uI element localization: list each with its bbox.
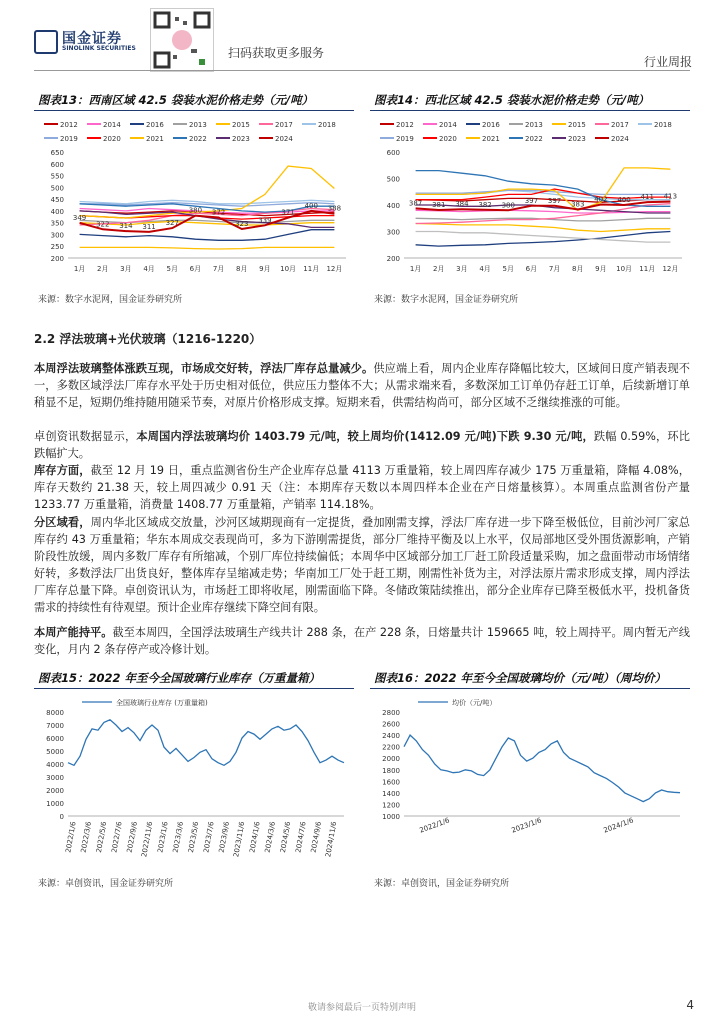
paragraph-3 <box>34 462 690 513</box>
y-tick-label: 300 <box>386 228 400 237</box>
fig15-rule <box>34 688 354 689</box>
series-line-2015 <box>416 224 671 232</box>
legend-label-2019: 2019 <box>60 135 78 143</box>
x-tick-label: 6月 <box>525 265 538 273</box>
x-tick-label: 2022/5/6 <box>94 820 109 854</box>
data-label-2024: 384 <box>455 200 469 209</box>
x-tick-label: 2024/5/6 <box>278 820 293 854</box>
y-tick-label: 400 <box>386 202 400 210</box>
y-tick-label: 1000 <box>382 813 400 821</box>
header-divider <box>34 70 690 71</box>
legend-label-2014: 2014 <box>439 121 457 129</box>
y-tick-label: 1000 <box>46 800 64 808</box>
paragraph-2 <box>34 428 690 462</box>
y-tick-label: 4000 <box>46 761 64 769</box>
x-tick-label: 2022/1/6 <box>418 816 451 835</box>
x-tick-label: 2023/1/6 <box>156 820 170 854</box>
data-label-2024: 314 <box>119 222 133 231</box>
fig13-title: 图表13：西南区域 42.5 袋装水泥价格走势（元/吨） <box>38 93 314 107</box>
x-tick-label: 2022/7/6 <box>110 820 124 854</box>
glass-price-chart <box>370 690 690 862</box>
y-tick-label: 2600 <box>382 720 400 729</box>
y-tick-label: 3000 <box>46 774 64 782</box>
nw-cement-chart <box>370 112 690 280</box>
x-tick-label: 2022/9/6 <box>125 820 139 854</box>
p3-bold: 库存方面， <box>34 464 91 477</box>
data-label-2024: 322 <box>96 220 110 229</box>
fig14-rule <box>370 110 690 111</box>
p1-rest: 供应端上看，周内企业库存降幅比较大，区域间日度产销表现不一，多数区域浮法厂库存水平处于历史相对低位，供应压力整体不大；从需求端来看，多数深加工订单仍存赶工订单，后续新增订单稍显不足，短期仍维持随用随采节奏，对原片价格形成支撑。短期来看，供需结构尚可，部分区域不乏继续推涨的可能。 <box>34 362 690 409</box>
fig15-title: 图表15：2022 年至今全国玻璃行业库存（万重量箱） <box>38 671 321 685</box>
data-label-2024: 383 <box>571 200 585 209</box>
data-label-2024: 387 <box>408 199 423 208</box>
x-tick-label: 7月 <box>212 265 225 273</box>
y-tick-label: 2200 <box>382 743 400 752</box>
y-tick-label: 0 <box>59 813 64 821</box>
x-tick-label: 4月 <box>143 265 155 273</box>
x-tick-label: 9月 <box>595 265 607 273</box>
data-label-2024: 411 <box>640 193 654 202</box>
section-title: 2.2 浮法玻璃+光伏玻璃（1216-1220） <box>34 332 262 346</box>
y-tick-label: 5000 <box>46 748 64 756</box>
x-tick-label: 2023/1/6 <box>510 816 543 835</box>
x-tick-label: 1月 <box>409 265 422 273</box>
y-tick-label: 350 <box>50 219 64 228</box>
data-label-2024: 380 <box>188 206 203 215</box>
y-tick-label: 6000 <box>46 735 64 743</box>
qr-code-icon[interactable] <box>150 8 214 72</box>
x-tick-label: 1月 <box>73 265 86 273</box>
y-tick-label: 600 <box>386 149 400 157</box>
x-tick-label: 10月 <box>280 265 297 273</box>
paragraph-5 <box>34 624 690 658</box>
y-tick-label: 1600 <box>382 778 400 787</box>
logo-name: 国金证券 <box>62 31 122 47</box>
data-label-2024: 382 <box>478 200 492 209</box>
x-tick-label: 11月 <box>639 265 656 273</box>
legend-label-2023: 2023 <box>232 135 250 143</box>
x-tick-label: 4月 <box>479 265 491 273</box>
y-tick-label: 1800 <box>382 766 400 775</box>
data-label-2024: 380 <box>501 201 515 210</box>
x-tick-label: 2022/3/6 <box>79 820 93 854</box>
x-tick-label: 6月 <box>189 265 202 273</box>
y-tick-label: 1400 <box>382 789 400 798</box>
legend-label-2016: 2016 <box>146 121 164 129</box>
y-tick-label: 8000 <box>46 709 64 717</box>
y-tick-label: 250 <box>50 243 64 252</box>
data-label-2024: 371 <box>281 208 295 217</box>
y-tick-label: 2000 <box>382 755 400 764</box>
fig13-rule <box>34 110 354 111</box>
data-label-2024: 397 <box>524 196 539 205</box>
fig16-source: 来源：卓创资讯，国金证券研究所 <box>374 879 510 889</box>
y-tick-label: 1200 <box>382 801 400 810</box>
paragraph-1 <box>34 360 690 411</box>
p3-rest: 截至 12 月 19 日，重点监测省份生产企业库存总量 4113 万重量箱，较上周四库存减少 175 万重量箱，降幅 4.08%，库存天数约 21.38 天，较上周四减少 0.91 天（注：本期库存天数以本周四样本企业在产日熔量核算）。本周重点监测省份产量 1233.77 万重量箱，消费量 1408.77 万重量箱，产销率 114.18%。 <box>34 464 690 511</box>
x-tick-label: 2022/11/6 <box>140 820 155 858</box>
x-tick-label: 2024/3/6 <box>263 820 277 854</box>
p2-bold: 本周国内浮法玻璃均价 1403.79 元/吨，较上周均价(1412.09 元/吨)下跌 9.30 元/吨， <box>136 430 594 443</box>
x-tick-label: 5月 <box>166 265 178 273</box>
fig16-rule <box>370 688 690 689</box>
footer-disclaimer: 敬请参阅最后一页特别声明 <box>307 1003 416 1013</box>
x-tick-label: 2024/1/6 <box>248 820 262 854</box>
data-label-2024: 381 <box>432 201 446 210</box>
data-label-2024: 311 <box>142 222 156 231</box>
x-tick-label: 2023/11/6 <box>232 820 247 858</box>
x-tick-label: 2024/11/6 <box>324 820 339 858</box>
legend-label-2012: 2012 <box>396 121 414 129</box>
series-line-2013 <box>80 220 335 222</box>
y-tick-label: 2800 <box>382 709 400 717</box>
y-tick-label: 2400 <box>382 732 400 741</box>
fig13-source: 来源：数字水泥网，国金证券研究所 <box>38 295 183 305</box>
y-tick-label: 200 <box>386 255 400 263</box>
scan-text: 扫码获取更多服务 <box>228 46 325 60</box>
data-label-2024: 413 <box>663 192 678 201</box>
fig15-source: 来源：卓创资讯，国金证券研究所 <box>38 879 174 889</box>
page-number: 4 <box>686 998 694 1012</box>
x-tick-label: 12月 <box>662 265 679 273</box>
data-label-2024: 323 <box>235 220 249 229</box>
x-tick-label: 2023/7/6 <box>202 820 216 854</box>
y-tick-label: 500 <box>386 175 400 184</box>
series-line-2012 <box>416 198 671 202</box>
p5-rest: 截至本周四，全国浮法玻璃生产线共计 288 条，在产 228 条，日熔量共计 159665 吨，较上周持平。周内暂无产线变化，月内 2 条存停产或冷修计划。 <box>34 626 690 656</box>
data-label-2024: 397 <box>547 196 562 205</box>
paragraph-4 <box>34 514 690 616</box>
x-tick-label: 2023/3/6 <box>171 820 185 854</box>
legend-label-2014: 2014 <box>103 121 121 129</box>
y-tick-label: 450 <box>50 196 64 205</box>
x-tick-label: 7月 <box>548 265 561 273</box>
x-tick-label: 9月 <box>259 265 271 273</box>
legend-label-2023: 2023 <box>568 135 586 143</box>
legend-label-2019: 2019 <box>396 135 414 143</box>
x-tick-label: 2024/9/6 <box>309 820 323 854</box>
legend-label-2017: 2017 <box>275 121 293 129</box>
x-tick-label: 10月 <box>616 265 633 273</box>
data-label-2024: 372 <box>211 208 226 217</box>
x-tick-label: 11月 <box>303 265 320 273</box>
p5-bold: 本周产能持平。 <box>34 626 113 639</box>
x-tick-label: 2023/5/6 <box>186 820 201 854</box>
y-tick-label: 500 <box>50 184 64 193</box>
sw-cement-chart <box>34 112 354 280</box>
legend-label-2024: 2024 <box>275 135 293 143</box>
logo-mark <box>34 30 58 54</box>
legend-label-2022: 2022 <box>189 135 207 143</box>
legend-label-2024: 2024 <box>611 135 629 143</box>
series-line-2016 <box>416 232 671 247</box>
x-tick-label: 3月 <box>120 265 132 273</box>
x-tick-label: 3月 <box>456 265 468 273</box>
data-label-2024: 327 <box>165 219 179 228</box>
fig14-title: 图表14：西北区域 42.5 袋装水泥价格走势（元/吨） <box>374 93 650 107</box>
series-line <box>404 735 680 802</box>
doc-type: 行业周报 <box>643 55 692 69</box>
p1-bold: 本周浮法玻璃整体涨跌互现，市场成交好转，浮法厂库存总量减少。 <box>34 362 374 375</box>
legend-label: 全国玻璃行业库存 (万重量箱) <box>116 699 208 707</box>
data-label-2024: 388 <box>327 204 342 213</box>
legend-label-2017: 2017 <box>611 121 629 129</box>
x-tick-label: 8月 <box>572 265 584 273</box>
legend-label-2021: 2021 <box>482 135 500 143</box>
y-tick-label: 650 <box>50 149 64 157</box>
legend-label-2020: 2020 <box>439 135 457 143</box>
legend-label-2013: 2013 <box>189 121 207 129</box>
x-tick-label: 2024/1/6 <box>602 816 635 835</box>
p2-rest: 跌幅 0.59%，环比跌幅扩大。 <box>34 430 690 460</box>
legend-label-2015: 2015 <box>568 121 586 129</box>
y-tick-label: 2000 <box>46 787 64 795</box>
series-line-extra <box>416 232 671 243</box>
series-line <box>68 720 344 766</box>
legend-label-2018: 2018 <box>318 121 336 129</box>
data-label-2024: 400 <box>304 201 318 210</box>
logo-sub: SINOLINK SECURITIES <box>62 45 136 52</box>
y-tick-label: 200 <box>50 255 64 263</box>
data-label-2024: 400 <box>617 196 631 204</box>
p4-rest: 周内华北区域成交放量，沙河区域期现商有一定提货，叠加刚需支撑，浮法厂库存进一步下降至极低位，目前沙河厂家总库存约 43 万重量箱；华东本周成交表现尚可，多为下游刚需提货，部分厂维持平衡及以上水平，仅局部地区受外围货源影响，产销阶段性放缓，周内多数厂库存有所缩减，个别厂库位持续偏低；本周华中区域部分加工厂赶工阶段适量采购，加之盘面带动市场情绪好转，多数浮法厂出货良好，整体库存呈缩减走势；华南加工厂处于赶工期，刚需性补货为主，对浮法原片需求形成支撑，周内浮法厂库存总量下降。卓创资讯认为，市场赶工即将收尾，刚需面临下降。冬储政策陆续推出，部分企业库存已降至极低水平，投机备货需求的持续性有待观望。预计企业库存继续下降空间有限。 <box>34 516 690 614</box>
legend-label: 均价（元/吨） <box>452 699 497 707</box>
glass-inventory-chart <box>34 690 354 862</box>
legend-label-2018: 2018 <box>654 121 672 129</box>
legend-label-2016: 2016 <box>482 121 500 129</box>
legend-label-2015: 2015 <box>232 121 250 129</box>
legend-label-2022: 2022 <box>525 135 543 143</box>
y-tick-label: 7000 <box>46 722 64 730</box>
data-label-2024: 339 <box>258 216 272 225</box>
legend-label-2013: 2013 <box>525 121 543 129</box>
fig16-title: 图表16：2022 年至今全国玻璃均价（元/吨）（周均价） <box>374 671 666 685</box>
x-tick-label: 2024/7/6 <box>294 820 308 854</box>
x-tick-label: 8月 <box>236 265 248 273</box>
p4-bold: 分区域看， <box>34 516 91 529</box>
x-tick-label: 5月 <box>502 265 514 273</box>
legend-label-2012: 2012 <box>60 121 78 129</box>
data-label-2024: 402 <box>594 195 608 204</box>
legend-label-2021: 2021 <box>146 135 164 143</box>
y-tick-label: 300 <box>50 231 64 240</box>
y-tick-label: 400 <box>50 207 64 216</box>
x-tick-label: 2月 <box>433 265 445 273</box>
series-line-extra <box>80 247 335 249</box>
y-tick-label: 600 <box>50 160 64 169</box>
x-tick-label: 2022/1/6 <box>64 820 78 854</box>
legend-label-2020: 2020 <box>103 135 121 143</box>
x-tick-label: 2023/9/6 <box>217 820 231 854</box>
x-tick-label: 12月 <box>326 265 343 273</box>
y-tick-label: 550 <box>50 172 64 181</box>
p2-a: 卓创资讯数据显示， <box>34 430 137 443</box>
x-tick-label: 2月 <box>97 265 109 273</box>
data-label-2024: 349 <box>72 213 87 222</box>
fig14-source: 来源：数字水泥网，国金证券研究所 <box>374 295 519 305</box>
